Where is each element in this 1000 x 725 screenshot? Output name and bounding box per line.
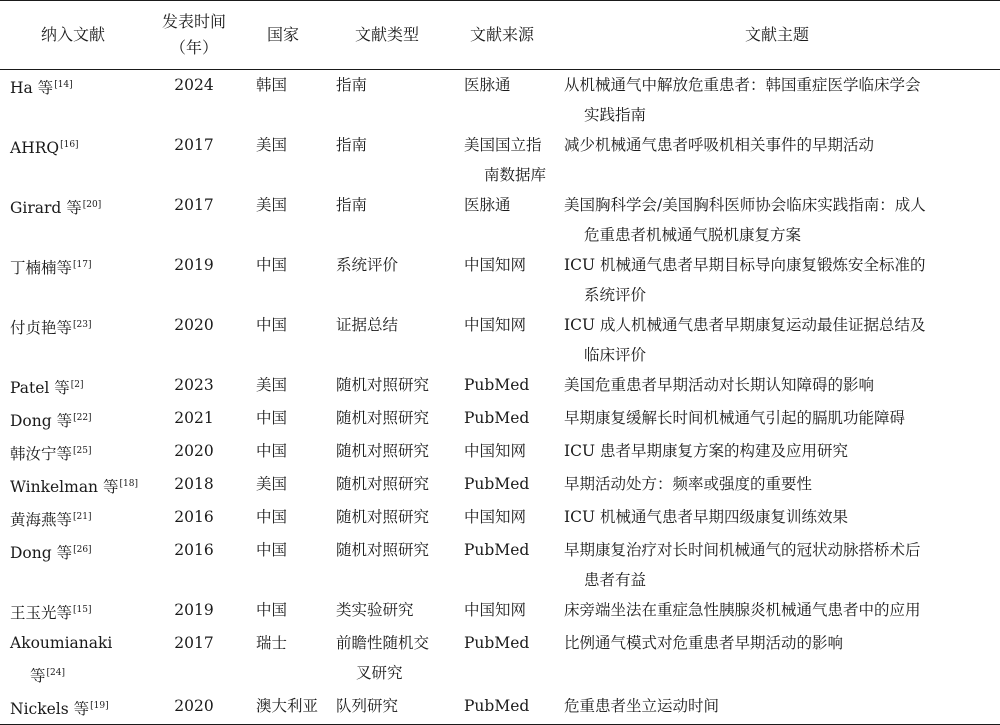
cell-country: 美国 (256, 136, 288, 154)
cell-country: 美国 (256, 196, 288, 214)
cell-topic: ICU 机械通气患者早期四级康复训练效果 (564, 508, 848, 526)
table-row (0, 250, 1000, 310)
table-row (0, 469, 1000, 502)
cell-ref (0, 190, 146, 250)
cell-ref (0, 502, 146, 535)
topic-line1: ICU 成人机械通气患者早期康复运动最佳证据总结及 (564, 316, 926, 334)
cell-source: 中国知网 (464, 601, 527, 619)
cell-country: 澳大利亚 (256, 697, 319, 715)
citation: [14] (54, 80, 73, 90)
citation: [19] (90, 701, 109, 711)
cell-type: 随机对照研究 (336, 508, 430, 526)
cell-ref (0, 310, 146, 370)
cell-topic (554, 535, 1000, 595)
cell-ref (0, 691, 146, 725)
cell-type: 随机对照研究 (336, 409, 430, 427)
ref-text: 付贞艳等 (10, 319, 73, 337)
cell-type: 证据总结 (336, 316, 399, 334)
cell-ref (0, 595, 146, 628)
source-line2: 南数据库 (484, 166, 547, 184)
topic-line2: 患者有益 (584, 571, 647, 589)
cell-topic: 早期康复缓解长时间机械通气引起的膈肌功能障碍 (564, 409, 906, 427)
cell-type: 类实验研究 (336, 601, 414, 619)
topic-line2: 实践指南 (584, 106, 647, 124)
cell-topic (554, 190, 1000, 250)
header-source: 文献来源 (469, 25, 534, 44)
source-line1: 美国国立指 (464, 136, 542, 154)
cell-source: PubMed (464, 697, 530, 715)
cell-type: 随机对照研究 (336, 442, 430, 460)
citation: [20] (82, 200, 102, 210)
table-row (0, 70, 1000, 131)
cell-type: 随机对照研究 (336, 475, 430, 493)
table-header (0, 1, 1000, 70)
cell-country: 瑞士 (256, 634, 288, 652)
cell-source: 中国知网 (464, 508, 527, 526)
header-year (146, 1, 242, 70)
ref-text-line1: Akoumianaki (10, 634, 113, 652)
cell-topic: 美国危重患者早期活动对长期认知障碍的影响 (564, 376, 875, 394)
cell-country: 中国 (256, 409, 288, 427)
topic-line1: 美国胸科学会/美国胸科医师协会临床实践指南：成人 (564, 196, 926, 214)
citation: [17] (73, 260, 92, 270)
citation: [18] (119, 479, 138, 489)
table-row (0, 370, 1000, 403)
ref-text-suffix: 等 (30, 667, 46, 685)
cell-topic (554, 250, 1000, 310)
table-row (0, 310, 1000, 370)
cell-source: PubMed (464, 475, 530, 493)
cell-year: 2018 (174, 475, 214, 493)
ref-text: Nickels 等 (10, 700, 90, 718)
citation: [22] (73, 413, 92, 423)
cell-source: 中国知网 (464, 256, 527, 274)
ref-text: 黄海燕等 (10, 511, 73, 529)
ref-text: 王玉光等 (10, 604, 73, 622)
cell-year: 2019 (174, 601, 214, 619)
ref-text: Winkelman 等 (10, 478, 119, 496)
header-type: 文献类型 (354, 25, 419, 44)
cell-year: 2017 (174, 136, 214, 154)
table-row (0, 436, 1000, 469)
citation: [21] (73, 512, 92, 522)
cell-topic (554, 70, 1000, 131)
cell-topic: 比例通气模式对危重患者早期活动的影响 (564, 634, 844, 652)
cell-source: PubMed (464, 409, 530, 427)
table-row (0, 691, 1000, 725)
cell-year: 2020 (174, 316, 214, 334)
cell-topic: 危重患者坐立运动时间 (564, 697, 720, 715)
cell-country: 中国 (256, 256, 288, 274)
ref-text: Dong 等 (10, 544, 73, 562)
cell-country: 中国 (256, 442, 288, 460)
topic-line2: 危重患者机械通气脱机康复方案 (584, 226, 802, 244)
cell-topic: ICU 患者早期康复方案的构建及应用研究 (564, 442, 848, 460)
ref-text: 丁楠楠等 (10, 259, 73, 277)
cell-ref (0, 250, 146, 310)
cell-ref (0, 130, 146, 190)
table-row (0, 130, 1000, 190)
cell-year: 2021 (174, 409, 214, 427)
citation: [25] (73, 446, 92, 456)
ref-text: Girard 等 (10, 199, 82, 217)
cell-source: 医脉通 (464, 196, 511, 214)
topic-line2: 系统评价 (584, 286, 647, 304)
cell-type (324, 628, 450, 691)
table-row (0, 502, 1000, 535)
cell-type: 指南 (336, 196, 368, 214)
cell-year: 2017 (174, 196, 214, 214)
cell-year: 2020 (174, 697, 214, 715)
topic-line2: 临床评价 (584, 346, 647, 364)
table-row (0, 535, 1000, 595)
cell-source: 医脉通 (464, 76, 511, 94)
cell-country: 中国 (256, 508, 288, 526)
cell-ref (0, 403, 146, 436)
cell-country: 中国 (256, 601, 288, 619)
cell-year: 2016 (174, 541, 214, 559)
cell-ref (0, 370, 146, 403)
citation: [16] (60, 140, 79, 150)
cell-topic: 床旁端坐法在重症急性胰腺炎机械通气患者中的应用 (564, 601, 921, 619)
type-line2: 叉研究 (356, 664, 403, 682)
header-year-line2: （年） (169, 38, 218, 57)
topic-line1: 减少机械通气患者呼吸机相关事件的早期活动 (564, 136, 875, 154)
ref-text: Patel 等 (10, 379, 70, 397)
cell-ref (0, 436, 146, 469)
cell-year: 2017 (174, 634, 214, 652)
table-row (0, 403, 1000, 436)
citation: [24] (46, 668, 65, 678)
cell-year: 2020 (174, 442, 214, 460)
ref-text: AHRQ (10, 139, 60, 157)
table-row (0, 595, 1000, 628)
header-topic: 文献主题 (744, 25, 809, 44)
cell-topic (554, 130, 1000, 190)
ref-text: Ha 等 (10, 79, 54, 97)
cell-source: PubMed (464, 634, 530, 652)
citation: [26] (73, 545, 92, 555)
cell-type: 队列研究 (336, 697, 399, 715)
table-row (0, 190, 1000, 250)
cell-ref (0, 628, 146, 691)
type-line1: 前瞻性随机交 (336, 634, 430, 652)
table-row (0, 628, 1000, 691)
citation: [23] (73, 320, 92, 330)
cell-year: 2016 (174, 508, 214, 526)
cell-source: 中国知网 (464, 442, 527, 460)
cell-year: 2023 (174, 376, 214, 394)
cell-source (450, 130, 554, 190)
cell-ref (0, 469, 146, 502)
cell-topic (554, 310, 1000, 370)
ref-text: 韩汝宁等 (10, 445, 73, 463)
cell-country: 美国 (256, 475, 288, 493)
topic-line1: 早期康复治疗对长时间机械通气的冠状动脉搭桥术后 (564, 541, 921, 559)
cell-country: 中国 (256, 316, 288, 334)
ref-text: Dong 等 (10, 412, 73, 430)
cell-type: 指南 (336, 76, 368, 94)
cell-country: 美国 (256, 376, 288, 394)
cell-type: 指南 (336, 136, 368, 154)
cell-type: 系统评价 (336, 256, 399, 274)
cell-type: 随机对照研究 (336, 541, 430, 559)
header-country: 国家 (266, 25, 299, 44)
header-ref: 纳入文献 (40, 25, 105, 44)
cell-source: 中国知网 (464, 316, 527, 334)
cell-topic: 早期活动处方：频率或强度的重要性 (564, 475, 813, 493)
cell-year: 2024 (174, 76, 214, 94)
citation: [2] (70, 380, 84, 390)
header-year-line1: 发表时间 (161, 12, 226, 31)
cell-source: PubMed (464, 541, 530, 559)
cell-country: 中国 (256, 541, 288, 559)
topic-line1: ICU 机械通气患者早期目标导向康复锻炼安全标准的 (564, 256, 926, 274)
ref-text-line2 (10, 658, 146, 691)
cell-source: PubMed (464, 376, 530, 394)
cell-ref (0, 535, 146, 595)
cell-type: 随机对照研究 (336, 376, 430, 394)
cell-year: 2019 (174, 256, 214, 274)
topic-line1: 从机械通气中解放危重患者：韩国重症医学临床学会 (564, 76, 921, 94)
cell-country: 韩国 (256, 76, 288, 94)
cell-ref (0, 70, 146, 131)
citation: [15] (73, 605, 92, 615)
